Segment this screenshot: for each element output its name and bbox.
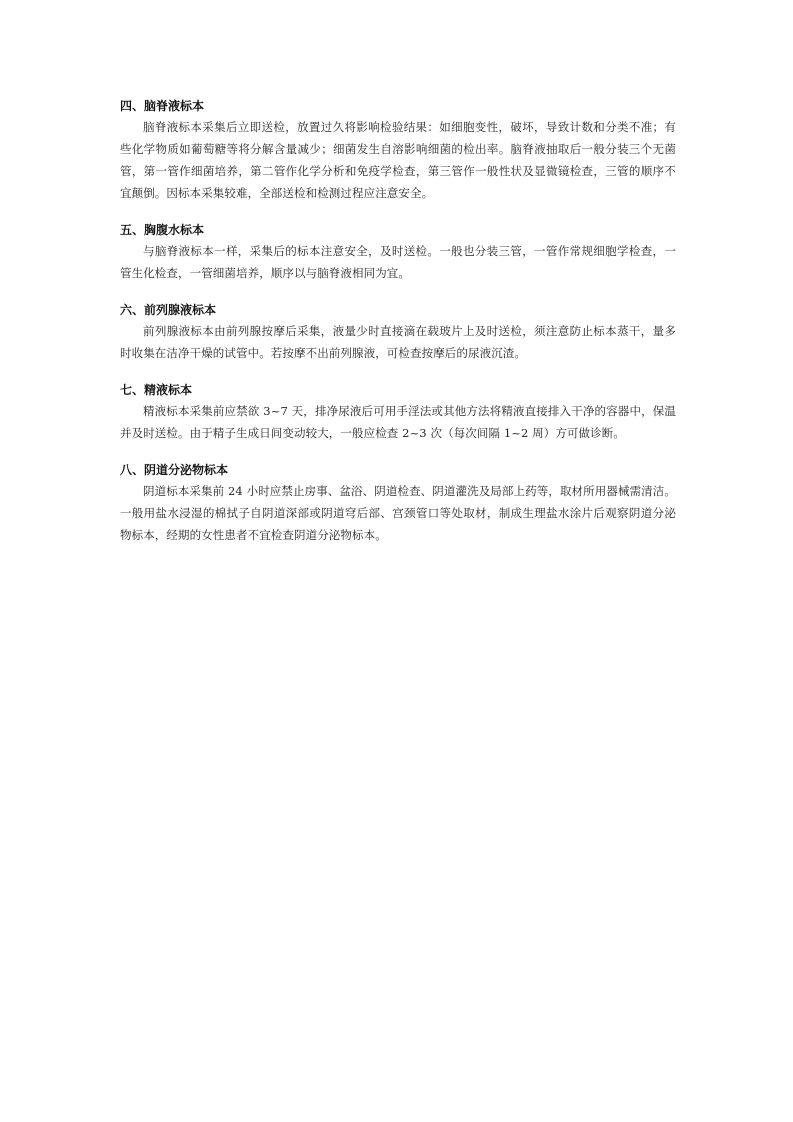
section-heading: 六、前列腺液标本	[120, 303, 217, 317]
section-paragraph: 与脑脊液标本一样，采集后的标本注意安全，及时送检。一般也分装三管，一管作常规细胞学检查，一管生化检查，一管细菌培养，顺序以与脑脊液相同为宜。	[120, 244, 676, 280]
section-vaginal-discharge-specimen	[120, 460, 676, 546]
document-content	[120, 96, 676, 562]
section-heading: 五、胸腹水标本	[120, 223, 205, 237]
section-paragraph: 前列腺液标本由前列腺按摩后采集，液量少时直接滴在载玻片上及时送检，须注意防止标本蒸干，量多时收集在洁净干燥的试管中。若按摩不出前列腺液，可检查按摩后的尿液沉渣。	[120, 324, 676, 360]
section-paragraph: 阴道标本采集前 24 小时应禁止房事、盆浴、阴道检查、阴道灌洗及局部上药等，取材所用器械需清洁。一般用盐水浸湿的棉拭子自阴道深部或阴道穹后部、宫颈管口等处取材，制成生理盐水涂片后观察阴道分泌物标本，经期的女性患者不宜检查阴道分泌物标本。	[120, 484, 676, 542]
section-heading: 七、精液标本	[120, 383, 193, 397]
section-heading: 八、阴道分泌物标本	[120, 463, 229, 477]
section-semen-specimen	[120, 380, 676, 444]
section-heading: 四、脑脊液标本	[120, 99, 205, 113]
section-csf-specimen	[120, 96, 676, 204]
section-prostatic-fluid-specimen	[120, 300, 676, 364]
section-pleural-ascites-specimen	[120, 220, 676, 284]
section-paragraph: 精液标本采集前应禁欲 3~7 天，排净尿液后可用手淫法或其他方法将精液直接排入干净的容器中，保温并及时送检。由于精子生成日间变动较大，一般应检查 2~3 次（每次间隔 1~2 周）方可做诊断。	[120, 404, 676, 440]
section-paragraph: 脑脊液标本采集后立即送检，放置过久将影响检验结果：如细胞变性，破坏，导致计数和分类不准；有些化学物质如葡萄糖等将分解含量减少；细菌发生自溶影响细菌的检出率。脑脊液抽取后一般分装三个无菌管，第一管作细菌培养，第二管作化学分析和免疫学检查，第三管作一般性状及显微镜检查，三管的顺序不宜颠倒。因标本采集较难，全部送检和检测过程应注意安全。	[120, 120, 676, 200]
